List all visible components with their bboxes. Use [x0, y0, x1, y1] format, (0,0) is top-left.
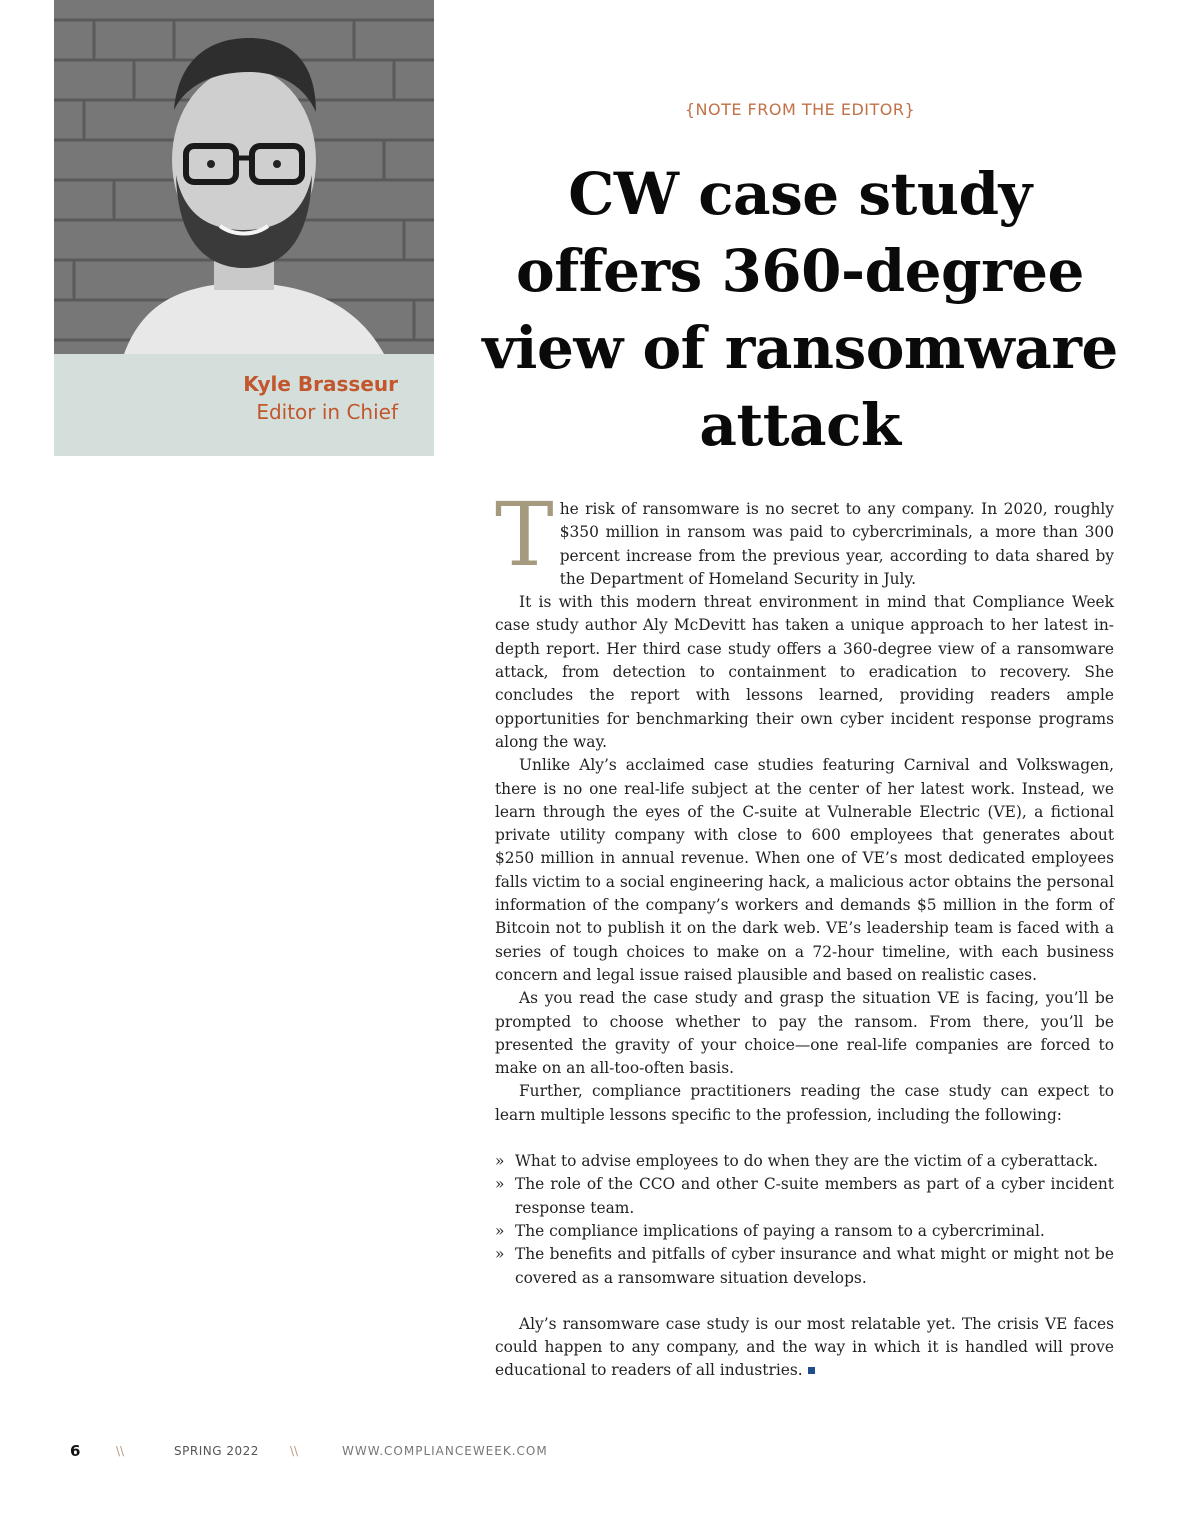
body-paragraph: As you read the case study and grasp the situation VE is facing, you’ll be prompted to choose whether to pay the ransom. From there, you’ll be presented the gravity of your choice—one real-life companies are forced to make on an all-too-often basis. [495, 989, 1114, 1078]
footer-separator: \\ [116, 1444, 125, 1458]
list-item: » What to advise employees to do when they are the victim of a cyberattack. [495, 1150, 1114, 1173]
article-headline: CW case study offers 360-degree view of ransomware attack [482, 160, 1118, 459]
website-url[interactable]: WWW.COMPLIANCEWEEK.COM [342, 1444, 548, 1458]
footer-separator: \\ [290, 1444, 299, 1458]
lead-text: he risk of ransomware is no secret to any company. In 2020, roughly $350 million in ransom was paid to cybercriminals, a more than 300 percent increase from the previous year, according to data shared by the Department of Homeland Security in July. [559, 500, 1114, 588]
list-item: » The compliance implications of paying a ransom to a cybercriminal. [495, 1220, 1114, 1243]
body-paragraph: It is with this modern threat environment in mind that Compliance Week case study author Aly McDevitt has taken a unique approach to her latest in-depth report. Her third case study offers a 360-degree view of a ransomware attack, from detection to containment to eradication to recovery. She concludes the report with lessons learned, providing readers ample opportunities for benchmarking their own cyber incident response programs along the way. [495, 593, 1114, 751]
editor-name: Kyle Brasseur [243, 372, 398, 396]
editor-portrait-photo [54, 0, 434, 354]
editor-caption [243, 370, 398, 426]
lessons-list [495, 1150, 1114, 1290]
bullet-chevron-icon: » [495, 1245, 505, 1264]
editor-role: Editor in Chief [256, 400, 398, 424]
list-item: » The role of the CCO and other C-suite members as part of a cyber incident response team. [495, 1175, 1114, 1217]
page-number: 6 [70, 1442, 81, 1460]
end-mark-square-icon [808, 1367, 815, 1374]
section-kicker: {NOTE FROM THE EDITOR} [684, 100, 916, 119]
drop-cap: T [495, 483, 554, 586]
bullet-chevron-icon: » [495, 1221, 505, 1240]
body-paragraph: Further, compliance practitioners reading the case study can expect to learn multiple lessons specific to the profession, including the following: [495, 1082, 1114, 1124]
body-paragraph: Unlike Aly’s acclaimed case studies featuring Carnival and Volkswagen, there is no one real-life subject at the center of her latest work. Instead, we learn through the eyes of the C-suite at Vulnerable Electric (VE), a fictional private utility company with close to 600 employees that generates about $250 million in annual revenue. When one of VE’s most dedicated employees falls victim to a social engineering hack, a malicious actor obtains the personal information of the company’s workers and demands $5 million in the form of Bitcoin not to publish it on the dark web. VE’s leadership team is faced with a series of tough choices to make on a 72-hour timeline, with each business concern and legal issue raised plausible and based on realistic cases. [495, 756, 1114, 984]
lead-paragraph [495, 483, 1114, 591]
editor-profile-card [54, 0, 434, 456]
issue-label: SPRING 2022 [174, 1444, 259, 1458]
article-body [495, 483, 1114, 1383]
bullet-chevron-icon: » [495, 1175, 505, 1194]
bullet-chevron-icon: » [495, 1152, 505, 1171]
list-item: » The benefits and pitfalls of cyber insurance and what might or might not be covered as a ransomware situation develops. [495, 1245, 1114, 1287]
closing-paragraph: Aly’s ransomware case study is our most relatable yet. The crisis VE faces could happen to any company, and the way in which it is handled will prove educational to readers of all industries. [495, 1314, 1114, 1380]
